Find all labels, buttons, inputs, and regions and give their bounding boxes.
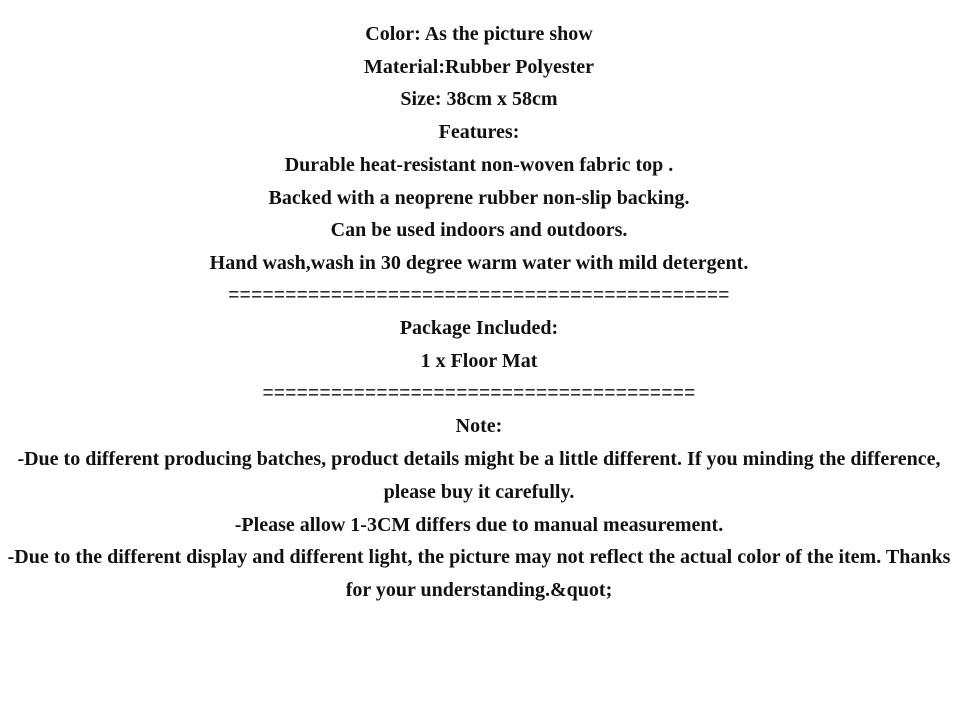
- feature-line-2: Backed with a neoprene rubber non-slip backing.: [268, 186, 690, 209]
- material-line: Material:Rubber Polyester: [363, 55, 595, 78]
- size-line: Size: 38cm x 58cm: [400, 88, 558, 111]
- product-description: [0, 18, 958, 607]
- package-item: 1 x Floor Mat: [420, 350, 538, 373]
- note-line-2: -Please allow 1-3CM differs due to manual measurement.: [234, 513, 724, 536]
- color-line: Color: As the picture show: [365, 23, 593, 45]
- separator-2: ======================================: [262, 382, 696, 404]
- package-heading: Package Included:: [399, 317, 559, 340]
- features-heading: Features:: [438, 121, 520, 144]
- note-line-3: -Due to the different display and different light, the picture may not reflect the actual color of the item. Thanks for your understanding.&quot;: [7, 546, 951, 601]
- note-heading: Note:: [455, 415, 503, 438]
- note-line-1: -Due to different producing batches, product details might be a little different. If you minding the difference, please buy it carefully.: [17, 448, 941, 503]
- feature-line-1: Durable heat-resistant non-woven fabric top .: [284, 153, 674, 176]
- feature-line-4: Hand wash,wash in 30 degree warm water with mild detergent.: [209, 251, 749, 274]
- separator-1: ============================================: [228, 284, 730, 306]
- feature-line-3: Can be used indoors and outdoors.: [330, 219, 628, 242]
